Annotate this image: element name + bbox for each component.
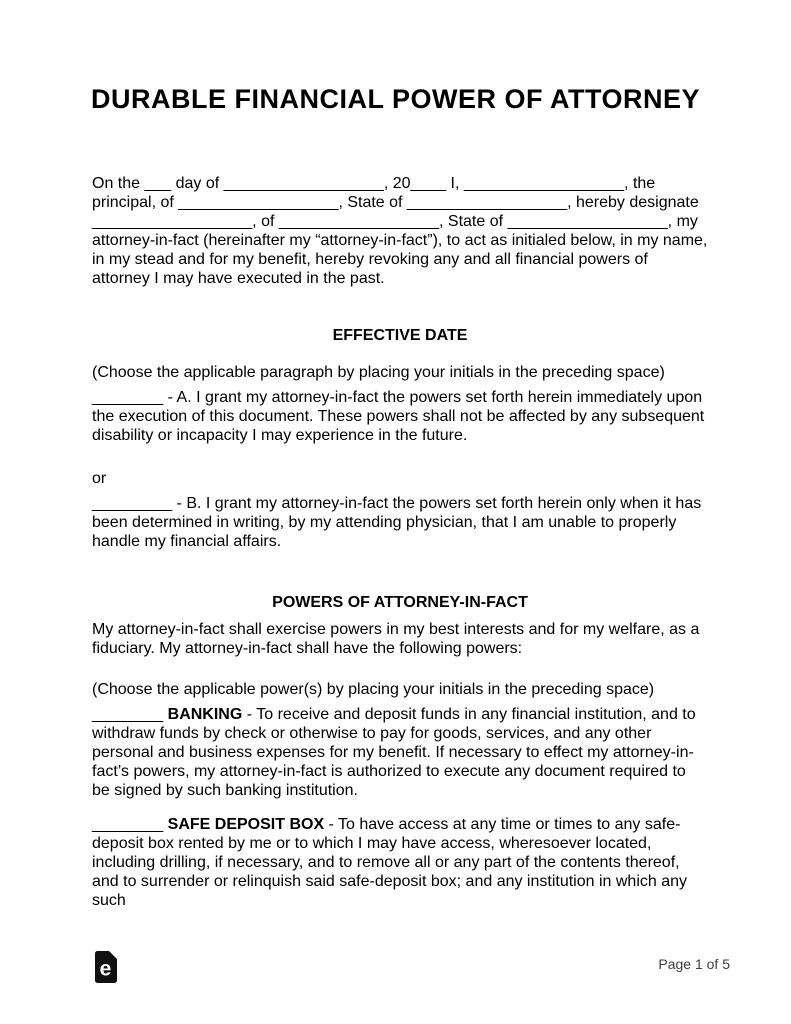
- effective-date-instruction: (Choose the applicable paragraph by placing your initials in the preceding space): [92, 364, 665, 381]
- power-name-safe-deposit: SAFE DEPOSIT BOX: [167, 816, 325, 833]
- option-a-paragraph: [92, 388, 708, 445]
- powers-instruction: (Choose the applicable power(s) by placing your initials in the preceding space): [92, 681, 655, 698]
- initials-blank-a: ________: [92, 389, 164, 406]
- eforms-logo-icon: [95, 951, 117, 983]
- intro-paragraph: On the ___ day of __________________, 20____ I, __________________, the principal, of __________________, State of __________________, hereby designate __________________, of __________________, State of __________________, my attorney-in-fact (hereinafter my “attorney-in-fact”), to act as initialed below, in my name, in my stead and for my benefit, hereby revoking any and all financial powers of attorney I may have executed in the past.: [92, 175, 708, 287]
- initials-blank-safe-deposit: ________: [92, 816, 168, 833]
- initials-blank-banking: ________: [92, 706, 168, 723]
- section-heading-effective-date: EFFECTIVE DATE: [332, 327, 468, 344]
- powers-intro-paragraph: My attorney-in-fact shall exercise powers in my best interests and for my welfare, as a fiduciary. My attorney-in-fact shall have the following powers:: [92, 621, 700, 657]
- power-item-safe-deposit-box: [92, 815, 708, 910]
- power-name-banking: BANKING: [167, 706, 243, 723]
- power-text-banking: - To receive and deposit funds in any financial institution, and to withdraw funds by check or otherwise to pay for goods, services, and any other personal and business expenses for my benefit. If necessary to effect my attorney-in-fact’s powers, my attorney-in-fact is authorized to execute any document required to be signed by such banking institution.: [92, 706, 696, 799]
- option-b-paragraph: [92, 494, 708, 551]
- page-number: Page 1 of 5: [658, 956, 730, 972]
- option-a-text: - A. I grant my attorney-in-fact the powers set forth herein immediately upon the execution of this document. These powers shall not be affected by any subsequent disability or incapacity I may experience in the future.: [92, 389, 705, 444]
- logo-letter: e: [99, 957, 112, 981]
- initials-blank-b: _________: [92, 495, 173, 512]
- power-text-safe-deposit: - To have access at any time or times to any safe-deposit box rented by me or to which I may have access, wheresoever located, including drilling, if necessary, and to remove all or any part of the contents thereof, and to surrender or relinquish said safe-deposit box; and any institution in which any such: [92, 816, 688, 909]
- option-b-text: - B. I grant my attorney-in-fact the powers set forth herein only when it has been determined in writing, by my attending physician, that I am unable to properly handle my financial affairs.: [92, 495, 702, 550]
- or-separator: or: [92, 470, 107, 487]
- power-item-banking: [92, 705, 708, 800]
- page-title: DURABLE FINANCIAL POWER OF ATTORNEY: [91, 84, 700, 114]
- section-heading-powers: POWERS OF ATTORNEY-IN-FACT: [272, 594, 528, 611]
